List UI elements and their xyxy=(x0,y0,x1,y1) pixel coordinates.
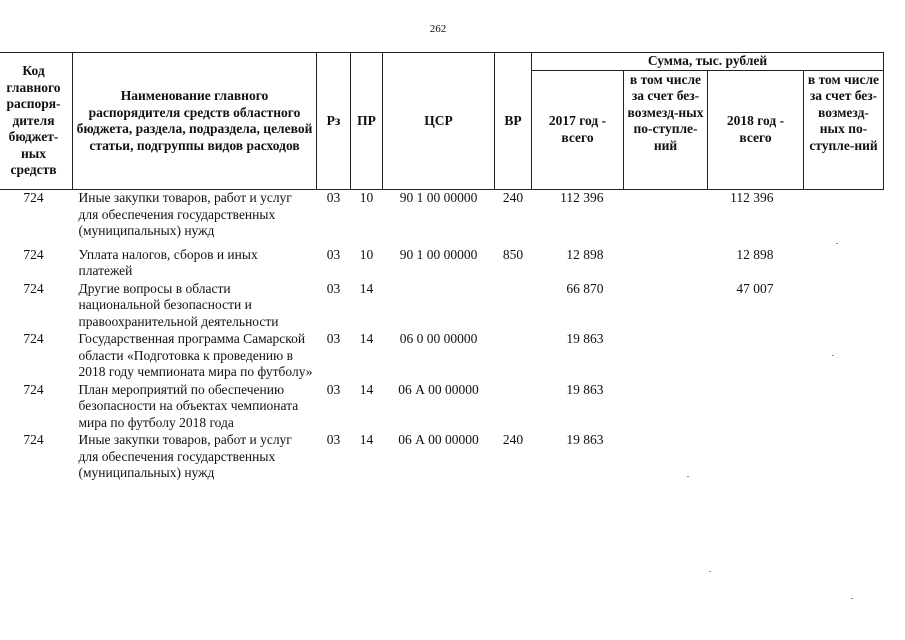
cell-kod: 724 xyxy=(23,331,44,346)
header-sum-2017: 2017 год - всего xyxy=(532,70,624,190)
cell-vr: 240 xyxy=(502,432,524,447)
cell-name: Государственная программа Самарской области «Подготовка к проведению в 2018 году чемпионата мира по футболу» xyxy=(78,331,313,379)
cell-kod: 724 xyxy=(23,381,44,397)
table-row xyxy=(0,247,884,281)
header-kod: Код главного распоря-дителя бюджет-ных средств xyxy=(0,53,73,190)
cell-pr: 14 xyxy=(359,432,374,447)
cell-vr xyxy=(495,281,532,332)
cell-rz: 03 xyxy=(326,331,341,346)
cell-pr: 10 xyxy=(359,190,374,205)
cell-pr: 14 xyxy=(359,280,374,296)
cell-sum-2018 xyxy=(708,382,804,433)
scan-speck xyxy=(832,355,834,356)
table-row xyxy=(0,190,884,247)
budget-table xyxy=(0,52,884,483)
cell-vr xyxy=(495,382,532,433)
cell-sum-2017: 19 863 xyxy=(566,381,604,397)
scan-speck xyxy=(687,476,689,477)
cell-rz: 03 xyxy=(326,280,341,296)
cell-kod: 724 xyxy=(23,432,44,447)
cell-rz: 03 xyxy=(326,381,341,397)
cell-rz: 03 xyxy=(326,190,341,205)
cell-kod: 724 xyxy=(23,190,44,205)
cell-csr: 06 0 00 00000 xyxy=(399,331,478,346)
cell-sum-2017: 112 396 xyxy=(560,190,604,205)
header-vr: ВР xyxy=(495,53,532,190)
cell-sum-2018 xyxy=(708,331,804,382)
cell-csr xyxy=(383,281,495,332)
cell-incl-2018 xyxy=(804,281,884,332)
cell-pr: 10 xyxy=(359,246,374,262)
table-row xyxy=(0,382,884,433)
cell-incl-2017 xyxy=(624,247,708,281)
cell-pr: 14 xyxy=(359,381,374,397)
cell-name: Другие вопросы в области национальной безопасности и правоохранительной деятельности xyxy=(78,280,279,329)
cell-incl-2018 xyxy=(804,190,884,247)
table-row xyxy=(0,432,884,483)
cell-vr: 240 xyxy=(502,190,524,205)
cell-sum-2018 xyxy=(708,432,804,483)
header-sum-2018: 2018 год - всего xyxy=(708,70,804,190)
cell-incl-2017 xyxy=(624,432,708,483)
cell-name: Иные закупки товаров, работ и услуг для обеспечения государственных (муниципальных) нужд xyxy=(78,432,292,480)
cell-incl-2018 xyxy=(804,247,884,281)
cell-csr: 90 1 00 00000 xyxy=(399,190,478,205)
header-name: Наименование главного распорядителя средств областного бюджета, раздела, подраздела, целевой статьи, подгруппы видов расходов xyxy=(73,53,317,190)
cell-incl-2018 xyxy=(804,331,884,382)
header-csr: ЦСР xyxy=(383,53,495,190)
header-incl-2017: в том числе за счет без-возмезд-ных по-ступле-ний xyxy=(624,70,708,190)
cell-incl-2017 xyxy=(624,281,708,332)
cell-incl-2017 xyxy=(624,331,708,382)
cell-sum-2018: 112 396 xyxy=(730,190,774,205)
table-header xyxy=(0,53,884,190)
cell-incl-2017 xyxy=(624,382,708,433)
cell-csr: 90 1 00 00000 xyxy=(399,246,478,262)
cell-csr: 06 А 00 00000 xyxy=(398,381,479,397)
cell-kod: 724 xyxy=(23,280,44,296)
cell-sum-2017: 19 863 xyxy=(566,331,604,346)
cell-name: Уплата налогов, сборов и иных платежей xyxy=(78,246,258,278)
cell-sum-2018: 12 898 xyxy=(736,246,774,262)
cell-rz: 03 xyxy=(326,432,341,447)
cell-kod: 724 xyxy=(23,246,44,262)
header-pr: ПР xyxy=(351,53,383,190)
cell-name: Иные закупки товаров, работ и услуг для обеспечения государственных (муниципальных) нужд xyxy=(78,190,292,238)
cell-sum-2017: 66 870 xyxy=(566,280,604,296)
header-incl-2018: в том числе за счет без-возмезд-ных по-ступле-ний xyxy=(804,70,884,190)
cell-rz: 03 xyxy=(326,246,341,262)
header-rz: Рз xyxy=(317,53,351,190)
cell-csr: 06 А 00 00000 xyxy=(398,432,479,447)
page-number: 262 xyxy=(429,23,447,35)
cell-vr xyxy=(495,331,532,382)
table-row xyxy=(0,331,884,382)
cell-sum-2018: 47 007 xyxy=(736,280,774,296)
header-sum-group: Сумма, тыс. рублей xyxy=(532,53,884,71)
cell-sum-2017: 19 863 xyxy=(566,432,604,447)
cell-incl-2018 xyxy=(804,432,884,483)
table-row xyxy=(0,281,884,332)
table-body xyxy=(0,190,884,483)
scan-speck xyxy=(836,243,838,244)
cell-sum-2017: 12 898 xyxy=(566,246,604,262)
cell-pr: 14 xyxy=(359,331,374,346)
scan-speck xyxy=(709,571,711,572)
cell-incl-2018 xyxy=(804,382,884,433)
cell-incl-2017 xyxy=(624,190,708,247)
cell-name: План мероприятий по обеспечению безопасности на объектах чемпионата мира по футболу 2018 года xyxy=(78,381,299,430)
scan-speck xyxy=(851,598,853,599)
cell-vr: 850 xyxy=(502,246,524,262)
